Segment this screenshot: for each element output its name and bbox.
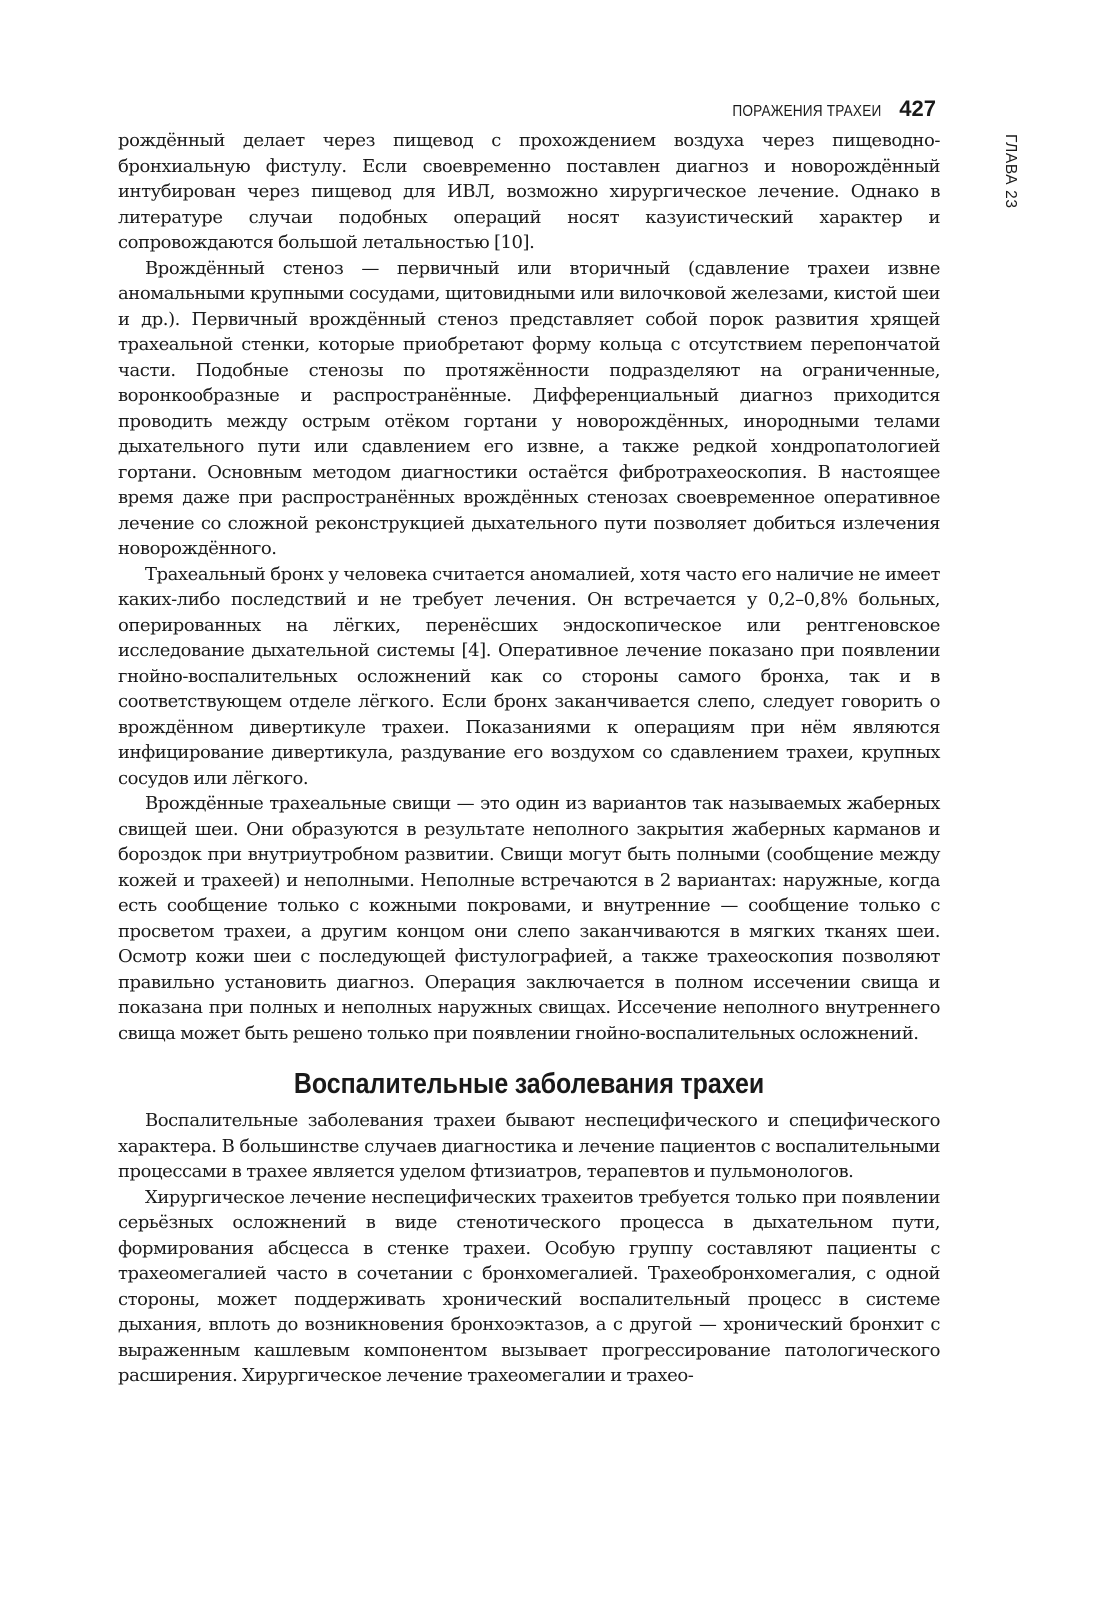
page-number: 427	[899, 96, 936, 121]
paragraph-tracheal-fistulas: Врождённые трахеальные свищи — это один из вариантов так называемых жаберных свищей шеи. Они образуются в результате неполного закрытия жаберных карманов и бороздок при внутриутробном развитии. Свищи могут быть полными (сообщение между кожей и трахеей) и неполными. Неполные встречаются в 2 вариантах: наружные, когда есть сообщение только с кожными покровами, и внутренние — сообщение только с просветом трахеи, а другим концом они слепо заканчиваются в мягких тканях шеи. Осмотр кожи шеи с последующей фистулографией, а также трахеоскопия позволяют правильно установить диагноз. Операция заключается в полном иссечении свища и показана при полных и неполных наружных свищах. Иссечение неполного внутреннего свища может быть решено только при появлении гнойно-воспалительных осложнений.	[118, 793, 940, 1044]
paragraph-surgical-treatment: Хирургическое лечение неспецифических трахеитов требуется только при появлении серьёзных осложнений в виде стенотического процесса в дыхательном пути, формирования абсцесса в стенке трахеи. Особую группу составляют пациенты с трахеомегалией часто в сочетании с бронхомегалией. Трахеобронхомегалия, с одной стороны, может поддерживать хронический воспалительный процесс в системе дыхания, вплоть до возникновения бронхоэктазов, а с другой — хронический бронхит с выраженным кашлевым компонентом вызывает прогрессирование патологического расширения. Хирургическое лечение трахеомегалии и трахео-	[118, 1186, 940, 1386]
section-heading: Воспалительные заболевания трахеи	[293, 1068, 765, 1100]
paragraph-inflammatory-intro: Воспалительные заболевания трахеи бывают неспецифического и специфического характера. В большинстве случаев диагностика и лечение пациентов с воспалительными процессами в трахее является уделом фтизиатров, терапевтов и пульмонологов.	[118, 1110, 940, 1182]
paragraph-continued: рождённый делает через пищевод с прохождением воздуха через пищеводно-бронхиальную фистулу. Если своевременно поставлен диагноз и новорождённый интубирован через пищевод для ИВЛ, возможно хирургическое лечение. Однако в литературе случаи подобных операций носят казуистический характер и сопровождаются большой летальностью [10].	[118, 130, 940, 253]
paragraph-congenital-stenosis: Врождённый стеноз — первичный или вторичный (сдавление трахеи извне аномальными крупными сосудами, щитовидными или вилочковой железами, кистой шеи и др.). Первичный врождённый стеноз представляет собой порок развития хрящей трахеальной стенки, которые приобретают форму кольца с отсутствием перепончатой части. Подобные стенозы по протяжённости подразделяют на ограниченные, воронкообразные и распространённые. Дифференциальный диагноз приходится проводить между острым отёком гортани у новорождённых, инородными телами дыхательного пути или сдавлением его извне, а также редкой хондропатологией гортани. Основным методом диагностики остаётся фибротрахеоскопия. В настоящее время даже при распространённых врождённых стенозах своевременное оперативное лечение со сложной реконструкцией дыхательного пути позволяет добиться излечения новорождённого.	[118, 257, 940, 559]
paragraph-tracheal-bronchus: Трахеальный бронх у человека считается аномалией, хотя часто его наличие не имеет каких-либо последствий и не требует лечения. Он встречается у 0,2–0,8% больных, оперированных на лёгких, перенёсших эндоскопическое или рентгеновское исследование дыхательной системы [4]. Оперативное лечение показано при появлении гнойно-воспалительных осложнений как со стороны самого бронха, так и в соответствующем отделе лёгкого. Если бронх заканчивается слепо, следует говорить о врождённом дивертикуле трахеи. Показаниями к операциям при нём являются инфицирование дивертикула, раздувание его воздухом со сдавлением трахеи, крупных сосудов или лёгкого.	[118, 563, 940, 789]
body-text	[118, 128, 940, 1389]
chapter-tab: ГЛАВА 23	[1002, 134, 1019, 209]
running-head	[712, 96, 936, 122]
running-title: ПОРАЖЕНИЯ ТРАХЕИ	[732, 103, 882, 120]
